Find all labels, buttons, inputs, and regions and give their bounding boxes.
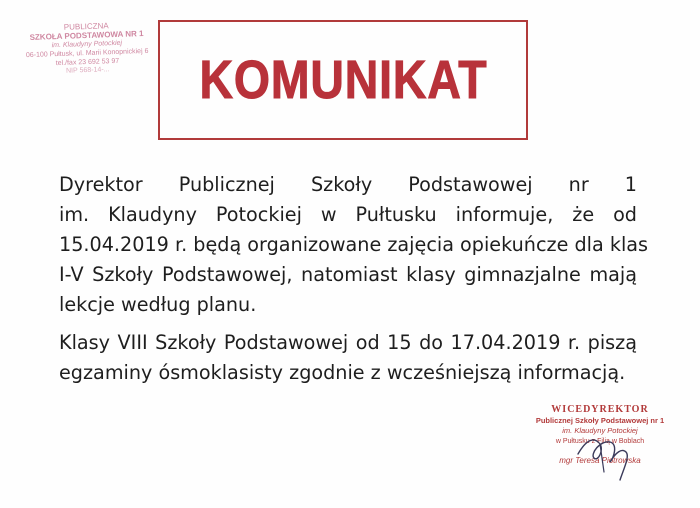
stamp-line-3: im. Klaudyny Potockiej: [51, 39, 123, 50]
page-title: KOMUNIKAT: [198, 50, 488, 110]
stamp-line-2: SZKOŁA PODSTAWOWA NR 1: [29, 29, 144, 42]
paragraph-1-line-1: Dyrektor Publicznej Szkoły Podstawowej nr 1: [59, 173, 637, 196]
stamp-line-5: tel./fax 23 692 53 97: [55, 57, 120, 68]
signature-line-2: Publicznej Szkoły Podstawowej nr 1: [535, 416, 665, 425]
signature-name: mgr Teresa Piotrowska: [559, 456, 641, 465]
signature-line-3: im. Klaudyny Potockiej: [562, 426, 638, 435]
handwritten-signature: [560, 418, 650, 488]
signature-line-4: w Pułtusku z Filią w Boblach: [555, 438, 645, 445]
paragraph-2-line-2: egzaminy ósmoklasisty zgodnie z wcześniejszą informacją.: [59, 361, 626, 384]
school-stamp: [11, 19, 163, 77]
paragraph-2: [59, 328, 637, 388]
stamp-line-4: 06-100 Pułtusk, ul. Marii Konopnickiej 6: [25, 47, 149, 60]
paragraph-1-line-4: I-V Szkoły Podstawowej, natomiast klasy gimnazjalne mają: [59, 263, 637, 286]
title-box: [158, 20, 528, 140]
paragraph-2-line-1: Klasy VIII Szkoły Podstawowej od 15 do 17.04.2019 r. piszą: [59, 331, 637, 354]
stamp-line-6: NIP 568-14-...: [65, 66, 110, 75]
stamp-line-1: PUBLICZNA: [63, 21, 109, 32]
paragraph-1-line-3: 15.04.2019 r. będą organizowane zajęcia opiekuńcze dla klas: [59, 233, 649, 256]
paragraph-1-line-5: lekcje według planu.: [59, 293, 257, 316]
paragraph-1: [59, 170, 649, 320]
signature-role: WICEDYREKTOR: [551, 404, 649, 415]
paragraph-1-line-2: im. Klaudyny Potockiej w Pułtusku informuje, że od: [59, 203, 637, 226]
